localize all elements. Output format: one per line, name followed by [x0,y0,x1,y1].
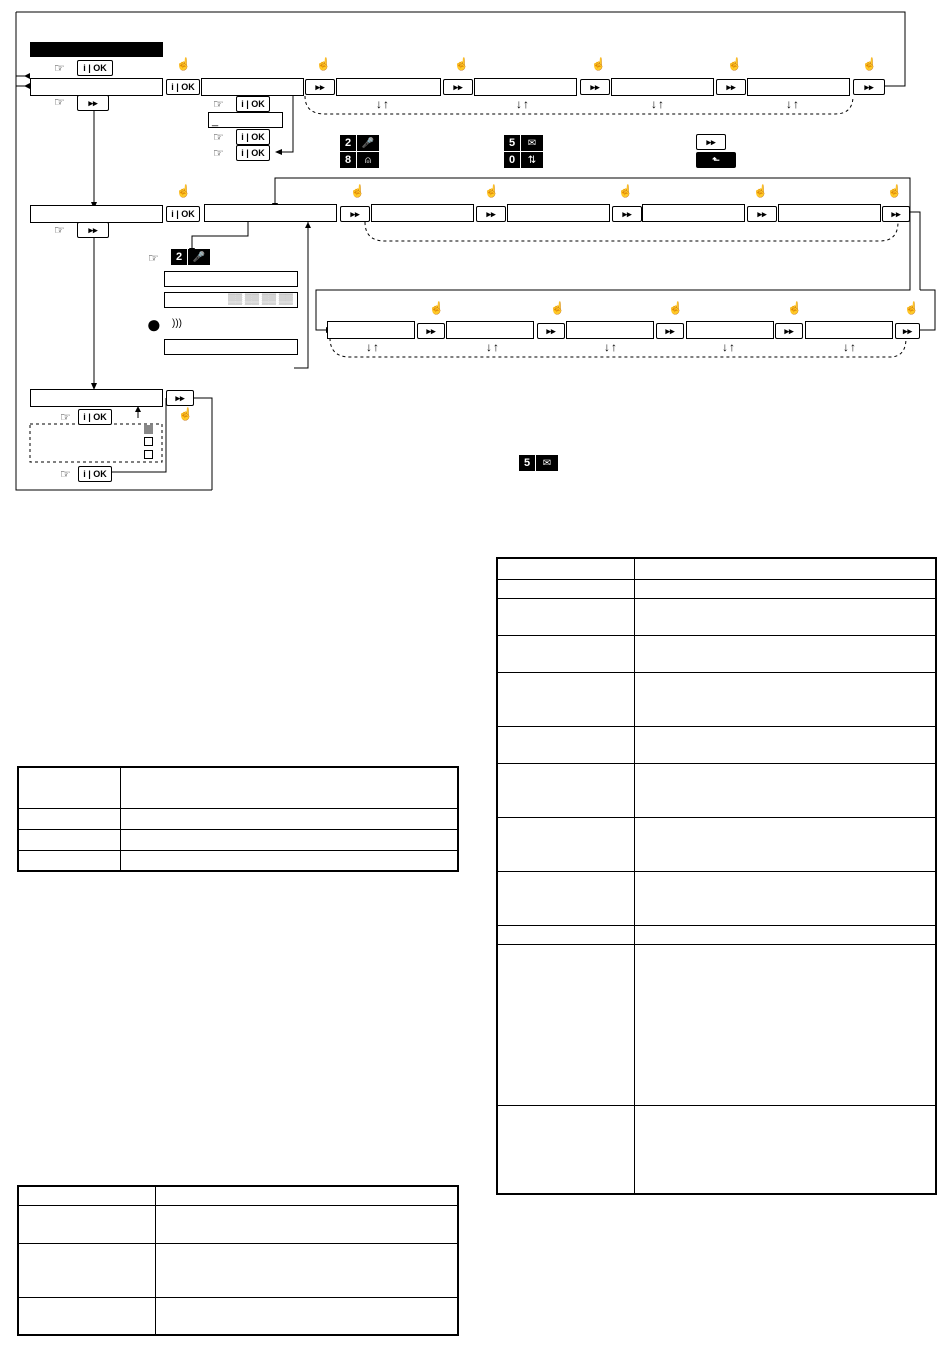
options-table [496,557,937,1195]
finger-press-icon: ☝ [862,57,877,71]
finger-press-icon: ☝ [887,184,902,198]
next-key[interactable]: ▸▸ [895,323,920,339]
up-down-arrows-icon: ↓↑ [722,340,736,354]
menu-item-box [446,321,534,339]
next-key[interactable]: ▸▸ [747,206,777,222]
finger-press-icon: ☝ [904,301,919,315]
ok-key[interactable]: i | OK [236,129,270,145]
next-key[interactable]: ▸▸ [166,390,194,406]
pointing-hand-icon: ☞ [213,130,224,144]
flow-connectors [0,0,950,500]
pointing-hand-icon: ☞ [213,146,224,160]
finger-press-icon: ☝ [787,301,802,315]
next-key[interactable]: ▸▸ [882,206,910,222]
ok-key[interactable]: i | OK [236,145,270,161]
next-key[interactable]: ▸▸ [417,323,445,339]
key-5-digit: 5 [504,135,520,151]
pointing-hand-icon: ☞ [60,467,71,481]
next-key[interactable]: ▸▸ [853,79,885,95]
next-key[interactable]: ▸▸ [537,323,565,339]
key-8-digit: 8 [340,152,356,168]
ok-key[interactable]: i | OK [77,60,113,76]
menu-item-box [327,321,415,339]
next-key[interactable]: ▸▸ [476,206,506,222]
next-key[interactable]: ▸▸ [696,134,726,150]
microphone-icon: 🎤 [356,135,379,151]
menu-item-box [30,389,163,407]
exit-icon: ⇅ [520,152,543,168]
settings-table-b [17,1185,459,1336]
finger-press-icon: ☝ [454,57,469,71]
menu-item-box [164,339,298,355]
menu-item-box [204,204,337,222]
masked-code-field: ▒▒ ▒▒ ▒▒ ▒▒ [164,292,298,308]
finger-press-icon: ☝ [618,184,633,198]
back-arrow-icon[interactable]: ⬑ [696,152,736,168]
up-down-arrows-icon: ↓↑ [486,340,500,354]
menu-item-box [611,78,714,96]
ok-key[interactable]: i | OK [78,466,112,482]
next-key[interactable]: ▸▸ [580,79,610,95]
pointing-hand-icon: ☞ [54,61,65,75]
up-down-arrows-icon: ↓↑ [516,97,530,111]
menu-item-box [164,271,298,287]
checkbox[interactable] [144,450,153,459]
pointing-hand-icon: ☞ [213,97,224,111]
finger-press-icon: ☝ [668,301,683,315]
up-down-arrows-icon: ↓↑ [651,97,665,111]
up-down-arrows-icon: ↓↑ [604,340,618,354]
next-key[interactable]: ▸▸ [612,206,642,222]
finger-press-icon: ☝ [176,184,191,198]
pointing-hand-icon: ☞ [60,410,71,424]
pointing-hand-icon: ☞ [148,251,159,265]
menu-item-box [747,78,850,96]
finger-press-icon: ☝ [550,301,565,315]
finger-press-icon: ☝ [429,301,444,315]
up-down-arrows-icon: ↓↑ [376,97,390,111]
menu-item-box [778,204,881,222]
menu-item-box [805,321,893,339]
finger-press-icon: ☝ [753,184,768,198]
menu-item-box [30,78,163,96]
ok-key[interactable]: i | OK [236,96,270,112]
menu-item-box [686,321,774,339]
key-2-digit: 2 [171,249,187,265]
up-down-arrows-icon: ↓↑ [786,97,800,111]
up-down-arrows-icon: ↓↑ [366,340,380,354]
envelope-icon: ✉ [520,135,543,151]
menu-item-box [336,78,441,96]
menu-item-box [371,204,474,222]
ok-key[interactable]: i | OK [78,409,112,425]
key-2-digit: 2 [340,135,356,151]
menu-item-box [566,321,654,339]
ok-key[interactable]: i | OK [166,206,200,222]
next-key[interactable]: ▸▸ [305,79,335,95]
next-key[interactable]: ▸▸ [656,323,684,339]
menu-item-box [507,204,610,222]
finger-press-icon: ☝ [727,57,742,71]
selected-checkbox[interactable] [144,425,153,434]
menu-item-box [474,78,577,96]
finger-press-icon: ☝ [350,184,365,198]
finger-press-icon: ☝ [178,407,193,421]
finger-press-icon: ☝ [176,57,191,71]
checkbox[interactable] [144,437,153,446]
finger-press-icon: ☝ [484,184,499,198]
code-input-field[interactable]: _ [208,112,283,128]
envelope-icon: ✉ [535,455,558,471]
menu-title-bar [30,42,163,57]
sound-waves-icon: ))) [172,318,182,329]
next-key[interactable]: ▸▸ [340,206,370,222]
next-key[interactable]: ▸▸ [77,222,109,238]
key-5-digit: 5 [519,455,535,471]
pointing-hand-icon: ☞ [54,223,65,237]
settings-table-a [17,766,459,872]
microphone-icon: 🎤 [187,249,210,265]
next-key[interactable]: ▸▸ [77,95,109,111]
bell-icon: ⍝ [356,152,379,168]
next-key[interactable]: ▸▸ [716,79,746,95]
next-key[interactable]: ▸▸ [775,323,803,339]
key-0-digit: 0 [504,152,520,168]
up-down-arrows-icon: ↓↑ [843,340,857,354]
menu-item-box [201,78,304,96]
menu-item-box [30,205,163,223]
finger-press-icon: ☝ [591,57,606,71]
menu-item-box [642,204,745,222]
finger-press-icon: ☝ [316,57,331,71]
speaking-head-icon: ● [146,309,162,339]
pointing-hand-icon: ☞ [54,95,65,109]
ok-key[interactable]: i | OK [166,79,200,95]
next-key[interactable]: ▸▸ [443,79,473,95]
